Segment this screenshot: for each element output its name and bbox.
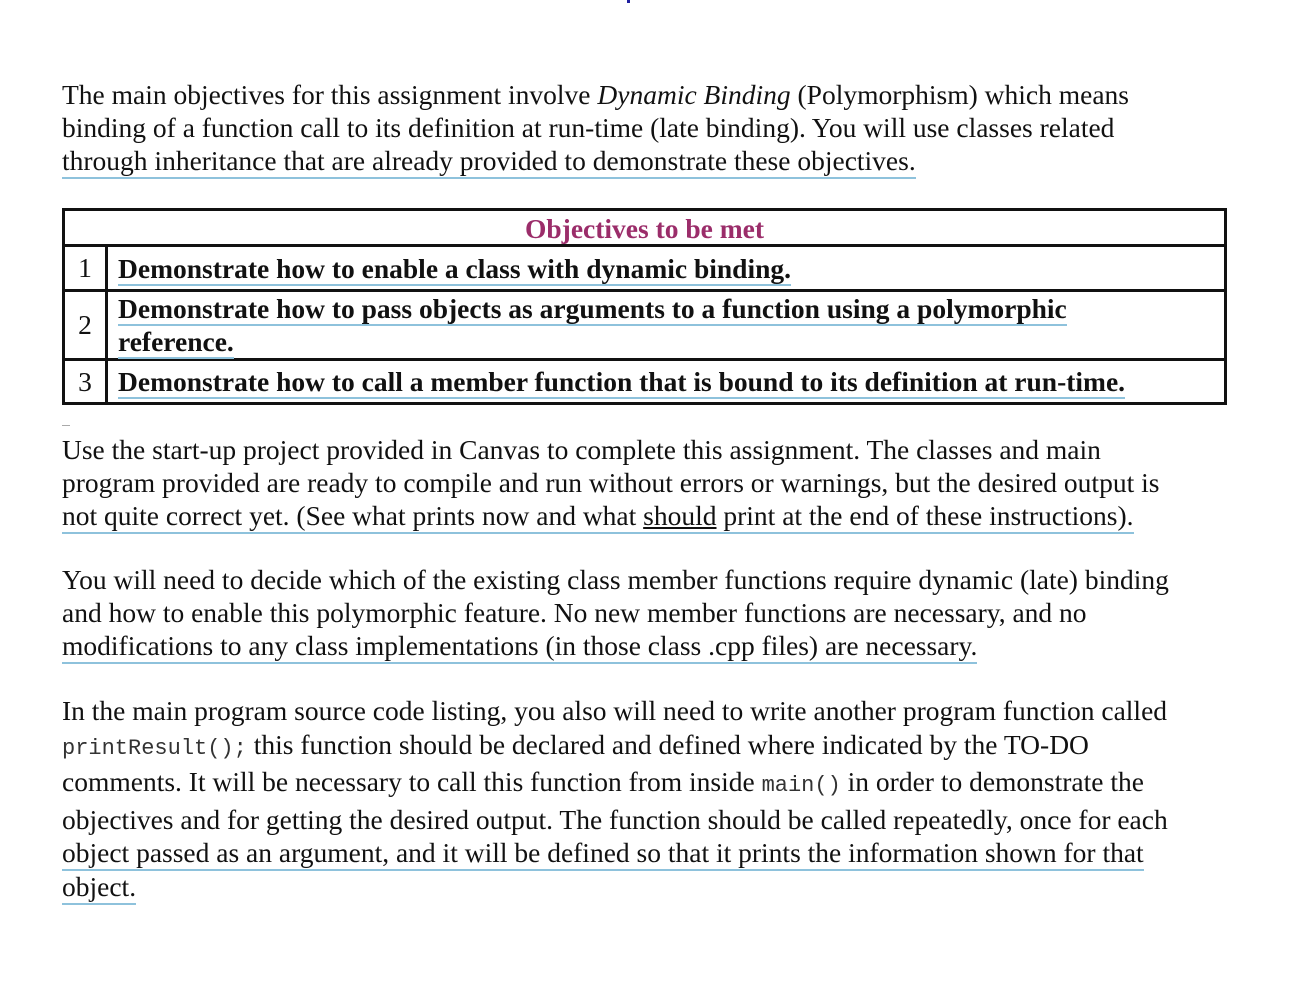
intro-text: (Polymorphism) which means (790, 79, 1129, 110)
dynamic-paragraph (62, 563, 1232, 662)
startup-line-2: program provided are ready to compile and run without errors or warnings, but the desired output is (62, 467, 1160, 498)
objective-text-span: Demonstrate how to call a member function that is bound to its definition at run-time. (118, 366, 1126, 397)
mainprog-line-6 (62, 870, 1232, 904)
mainprog-text: in order to demonstrate the (840, 766, 1144, 797)
mainprog-line-1: In the main program source code listing, you also will need to write another program function called (62, 695, 1168, 726)
mainprog-text: object. (62, 871, 136, 905)
dynamic-text: modifications to any class implementations (in those class .cpp files) are necessary. (62, 630, 977, 664)
top-page-mark (627, 0, 630, 3)
objective-row (64, 246, 1226, 291)
objectives-header-row (64, 210, 1226, 246)
should-emphasis: should (643, 500, 716, 534)
code-main: main() (761, 773, 841, 798)
small-divider-mark (62, 425, 70, 426)
objective-text (107, 360, 1226, 404)
objective-text-span: Demonstrate how to pass objects as arguments to a function using a polymorphic (118, 293, 1067, 324)
objectives-table (62, 208, 1227, 405)
objective-text-span: reference. (118, 326, 234, 357)
mainprog-text: object passed as an argument, and it will be defined so that it prints the information shown for that (62, 837, 1144, 871)
startup-line-1: Use the start-up project provided in Canvas to complete this assignment. The classes and main (62, 434, 1101, 465)
intro-text: through inheritance that are already provided to demonstrate these objectives. (62, 145, 916, 179)
mainprog-text: comments. It will be necessary to call this function from inside (62, 766, 762, 797)
mainprog-paragraph (62, 694, 1232, 903)
mainprog-line-4: objectives and for getting the desired output. The function should be called repeatedly, once for each (62, 803, 1168, 835)
objective-text (107, 246, 1226, 291)
objectives-title: Objectives to be met (64, 210, 1226, 246)
intro-line-2: binding of a function call to its definition at run-time (late binding). You will use classes related (62, 112, 1115, 143)
code-printResult: printResult(); (62, 735, 247, 761)
objective-row (64, 360, 1226, 404)
startup-text: print at the end of these instructions). (717, 500, 1134, 534)
startup-paragraph (62, 433, 1232, 532)
intro-text: The main objectives for this assignment involve (62, 79, 598, 110)
mainprog-line-2 (62, 728, 1232, 766)
startup-text: not quite correct yet. (See what prints now and what (62, 500, 643, 534)
intro-line-1 (62, 78, 1232, 111)
objective-text (107, 291, 1226, 360)
dynamic-line-2: and how to enable this polymorphic feature. No new member functions are necessary, and no (62, 597, 1087, 628)
intro-paragraph (62, 78, 1232, 177)
objective-number: 3 (64, 360, 107, 404)
objective-number: 2 (64, 291, 107, 360)
mainprog-line-5 (62, 836, 1232, 870)
objective-text-span: Demonstrate how to enable a class with dynamic binding. (118, 252, 792, 284)
intro-emphasis: Dynamic Binding (597, 79, 791, 110)
dynamic-line-1: You will need to decide which of the existing class member functions require dynamic (late) binding (62, 564, 1169, 595)
dynamic-line-3 (62, 629, 1232, 662)
objective-number: 1 (64, 246, 107, 291)
startup-line-3 (62, 499, 1232, 532)
mainprog-text: this function should be declared and defined where indicated by the TO-DO (246, 728, 1089, 760)
intro-line-3 (62, 144, 1232, 177)
mainprog-line-3 (62, 765, 1232, 803)
objective-row (64, 291, 1226, 360)
